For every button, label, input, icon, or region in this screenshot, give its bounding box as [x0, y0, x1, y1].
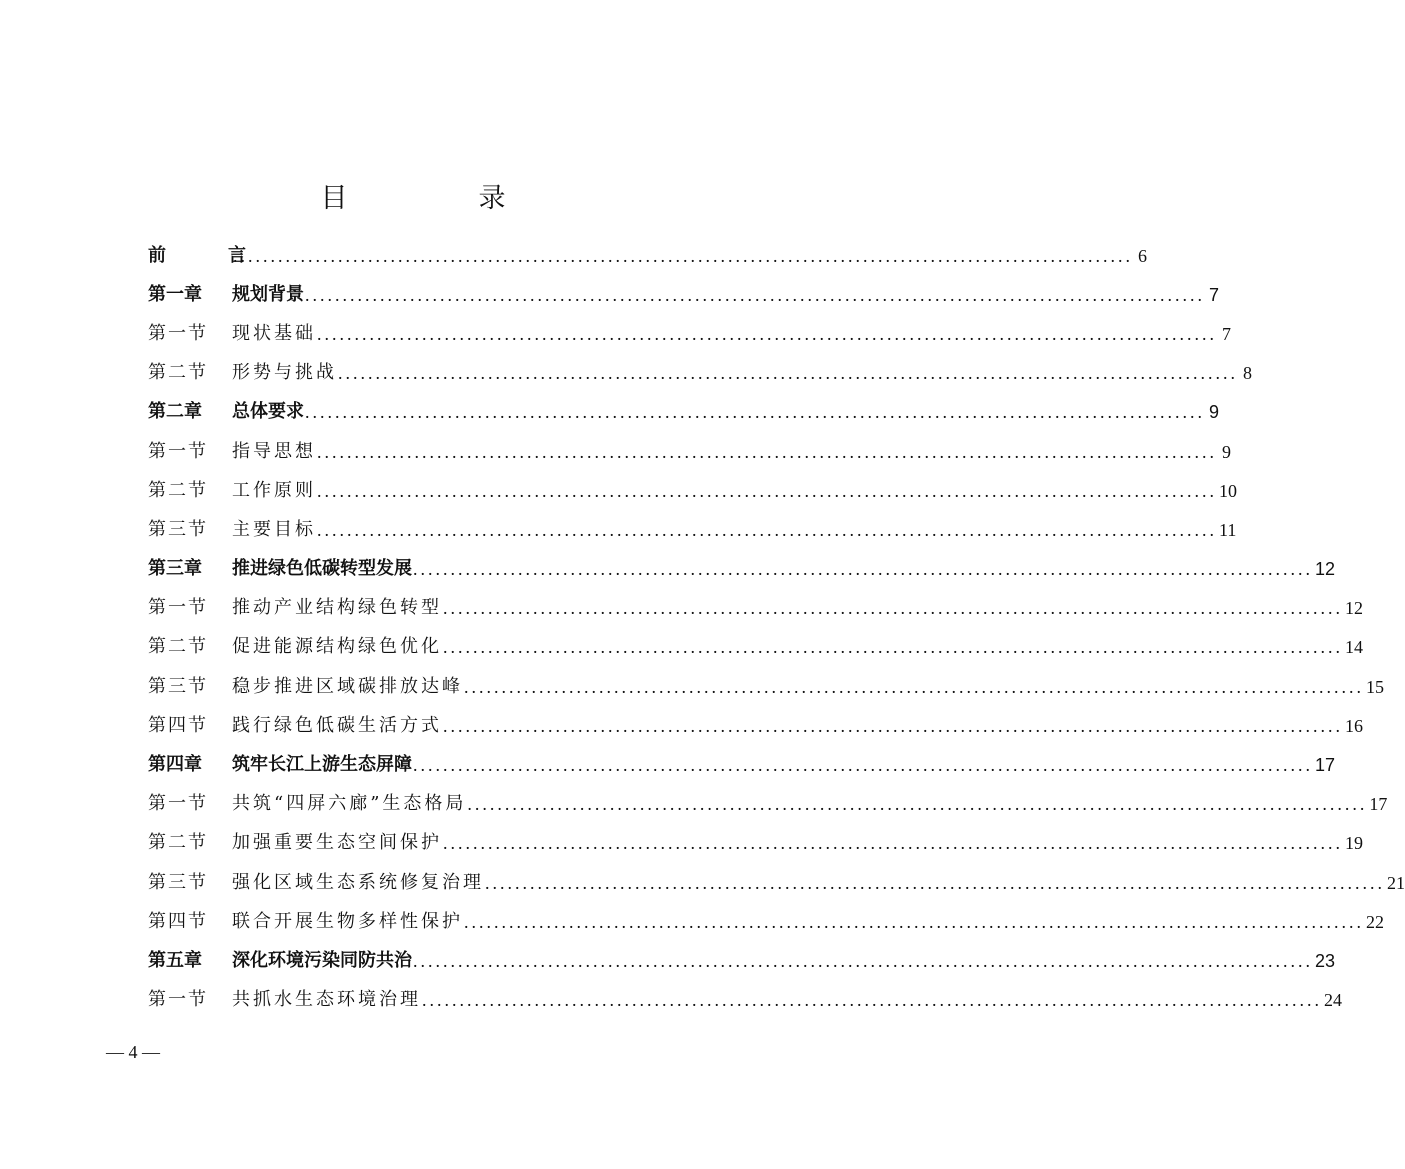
toc-entry-title: 深化环境污染同防共治 — [232, 949, 412, 971]
toc-entry-title: 加强重要生态空间保护 — [232, 832, 442, 854]
toc-entry-label — [148, 518, 316, 540]
toc-entry-number: 第二章 — [148, 401, 202, 423]
toc-leader-dots: ........................................................................................................................ — [467, 794, 1368, 815]
toc-entry-number: 第一章 — [148, 283, 202, 305]
toc-entry-section[interactable] — [148, 628, 1363, 667]
toc-entry-number: 第一节 — [148, 597, 208, 619]
toc-entry-number: 第一节 — [148, 322, 208, 344]
toc-entry-label — [148, 364, 337, 382]
toc-entry-title: 主要目标 — [232, 518, 316, 540]
toc-leader-dots: ........................................................................................................................ — [413, 755, 1313, 776]
toc-entry-number: 第四节 — [148, 714, 208, 736]
toc-entry-number: 第三节 — [148, 675, 208, 697]
toc-entry-number: 第二节 — [148, 832, 208, 854]
toc-entry-page: 7 — [1208, 284, 1219, 305]
toc-leader-dots: ........................................................................................................................ — [317, 441, 1217, 462]
toc-entry-label — [148, 675, 463, 697]
toc-leader-dots: ........................................................................................................................ — [317, 480, 1217, 501]
toc-leader-dots: ........................................................................................................................ — [443, 598, 1343, 619]
toc-entry-number: 第三节 — [148, 871, 208, 893]
toc-entry-label — [148, 440, 316, 462]
toc-leader-dots: ........................................................................................................................ — [338, 363, 1238, 384]
page-number: — 4 — — [106, 1042, 160, 1062]
toc-entry-title: 形势与挑战 — [232, 362, 337, 384]
toc-entry-title: 稳步推进区域碳排放达峰 — [232, 675, 463, 697]
toc-entry-number: 第四节 — [148, 910, 208, 932]
toc-entry-page: 9 — [1222, 441, 1231, 462]
toc-entry-section[interactable] — [148, 902, 1384, 941]
toc-entry-section[interactable] — [148, 314, 1231, 353]
toc-entry-title: 推动产业结构绿色转型 — [232, 597, 442, 619]
toc-entry-label — [148, 834, 442, 852]
toc-entry-page: 23 — [1315, 950, 1336, 971]
toc-entry-page: 7 — [1222, 323, 1231, 344]
toc-entry-section[interactable] — [148, 471, 1237, 510]
toc-entry-title: 总体要求 — [232, 401, 304, 423]
toc-entry-page: 11 — [1219, 519, 1237, 540]
toc-leader-dots: ........................................................................................................................ — [305, 402, 1205, 423]
toc-entry-title: 联合开展生物多样性保护 — [232, 910, 463, 932]
toc-leader-dots: ........................................................................................................................ — [305, 284, 1205, 305]
toc-entry-label — [148, 910, 463, 932]
toc-leader-dots: ........................................................................................................................ — [443, 833, 1343, 854]
toc-entry-number: 第一节 — [148, 989, 208, 1011]
toc-entry-label — [148, 714, 442, 736]
toc-entry-label — [148, 479, 316, 501]
toc-entry-number: 第二节 — [148, 479, 208, 501]
toc-entry-title: 共抓水生态环境治理 — [232, 989, 421, 1011]
toc-entry-label — [148, 756, 412, 774]
toc-entry-title: 共筑“四屏六廊”生态格局 — [232, 793, 467, 815]
toc-entry-page: 14 — [1345, 637, 1363, 658]
toc-entry-page: 22 — [1366, 911, 1384, 932]
toc-entry-section[interactable] — [148, 589, 1363, 628]
toc-entry-section[interactable] — [148, 706, 1363, 745]
toc-leader-dots: ........................................................................................................................ — [443, 715, 1343, 736]
toc-entry-page: 12 — [1345, 598, 1363, 619]
toc-leader-dots: ........................................................................................................................ — [443, 637, 1343, 658]
toc-leader-dots: ........................................................................................................................ — [413, 950, 1313, 971]
toc-entry-title: 工作原则 — [232, 479, 316, 501]
toc-entry-label — [148, 795, 466, 813]
toc-entry-chapter[interactable] — [148, 745, 1336, 784]
toc-entry-chapter[interactable] — [148, 550, 1336, 589]
toc-entry-title: 推进绿色低碳转型发展 — [232, 558, 412, 580]
toc-entry-section[interactable] — [148, 667, 1384, 706]
toc-entry-page: 17 — [1369, 794, 1388, 815]
page-title: 目 录 — [320, 183, 558, 214]
toc-entry-page: 12 — [1315, 559, 1336, 580]
toc-entry-label — [148, 244, 268, 266]
toc-entry-label — [148, 949, 412, 971]
toc-leader-dots: ........................................................................................................................ — [464, 676, 1364, 697]
table-of-contents — [148, 236, 1405, 1020]
toc-entry-title: 规划背景 — [232, 283, 304, 305]
toc-entry-page: 15 — [1366, 676, 1384, 697]
toc-entry-title: 践行绿色低碳生活方式 — [232, 714, 442, 736]
toc-entry-page: 24 — [1324, 990, 1342, 1011]
toc-entry-page: 9 — [1208, 402, 1219, 423]
toc-entry-number: 第一节 — [148, 793, 208, 815]
toc-entry-page: 6 — [1138, 245, 1147, 266]
toc-leader-dots: ........................................................................................................................ — [422, 990, 1322, 1011]
toc-leader-dots: ........................................................................................................................ — [233, 245, 1133, 266]
toc-entry-number: 第五章 — [148, 949, 202, 971]
toc-entry-chapter[interactable] — [148, 393, 1219, 432]
toc-entry-label — [148, 322, 316, 344]
toc-entry-page: 21 — [1387, 872, 1405, 893]
toc-entry-section[interactable] — [148, 432, 1231, 471]
toc-entry-title: 强化区域生态系统修复治理 — [232, 871, 484, 893]
toc-leader-dots: ........................................................................................................................ — [317, 323, 1217, 344]
toc-entry-title: 现状基础 — [232, 322, 316, 344]
toc-entry-chapter[interactable] — [148, 941, 1336, 980]
toc-entry-number: 第二节 — [148, 636, 208, 658]
toc-entry-section[interactable] — [148, 863, 1405, 902]
toc-entry-label — [148, 403, 304, 421]
toc-entry-section[interactable] — [148, 824, 1363, 863]
toc-entry-page: 10 — [1219, 480, 1237, 501]
toc-entry-label — [148, 283, 304, 305]
toc-entry-number: 第二节 — [148, 362, 208, 384]
toc-entry-label — [148, 560, 412, 578]
toc-entry-number: 第三章 — [148, 558, 202, 580]
toc-entry-title: 指导思想 — [232, 440, 316, 462]
toc-entry-label — [148, 599, 442, 617]
toc-entry-page: 8 — [1243, 363, 1252, 384]
toc-leader-dots: ........................................................................................................................ — [317, 519, 1217, 540]
toc-entry-number: 前 言 — [148, 244, 268, 266]
toc-entry-label — [148, 871, 484, 893]
toc-entry-section[interactable] — [148, 785, 1388, 824]
toc-entry-page: 19 — [1345, 833, 1363, 854]
toc-entry-page: 17 — [1315, 755, 1336, 776]
toc-entry-title: 筑牢长江上游生态屏障 — [232, 754, 412, 776]
toc-entry-number: 第四章 — [148, 754, 202, 776]
toc-entry-page: 16 — [1345, 715, 1363, 736]
toc-entry-number: 第三节 — [148, 518, 208, 540]
toc-leader-dots: ........................................................................................................................ — [464, 911, 1364, 932]
toc-entry-label — [148, 638, 442, 656]
toc-leader-dots: ........................................................................................................................ — [413, 559, 1313, 580]
toc-entry-preface[interactable] — [148, 236, 1147, 275]
toc-entry-number: 第一节 — [148, 440, 208, 462]
toc-entry-title: 促进能源结构绿色优化 — [232, 636, 442, 658]
toc-entry-section[interactable] — [148, 354, 1252, 393]
toc-leader-dots: ........................................................................................................................ — [485, 872, 1385, 893]
toc-entry-label — [148, 991, 421, 1009]
toc-entry-chapter[interactable] — [148, 275, 1219, 314]
toc-entry-section[interactable] — [148, 510, 1237, 549]
toc-entry-section[interactable] — [148, 981, 1342, 1020]
